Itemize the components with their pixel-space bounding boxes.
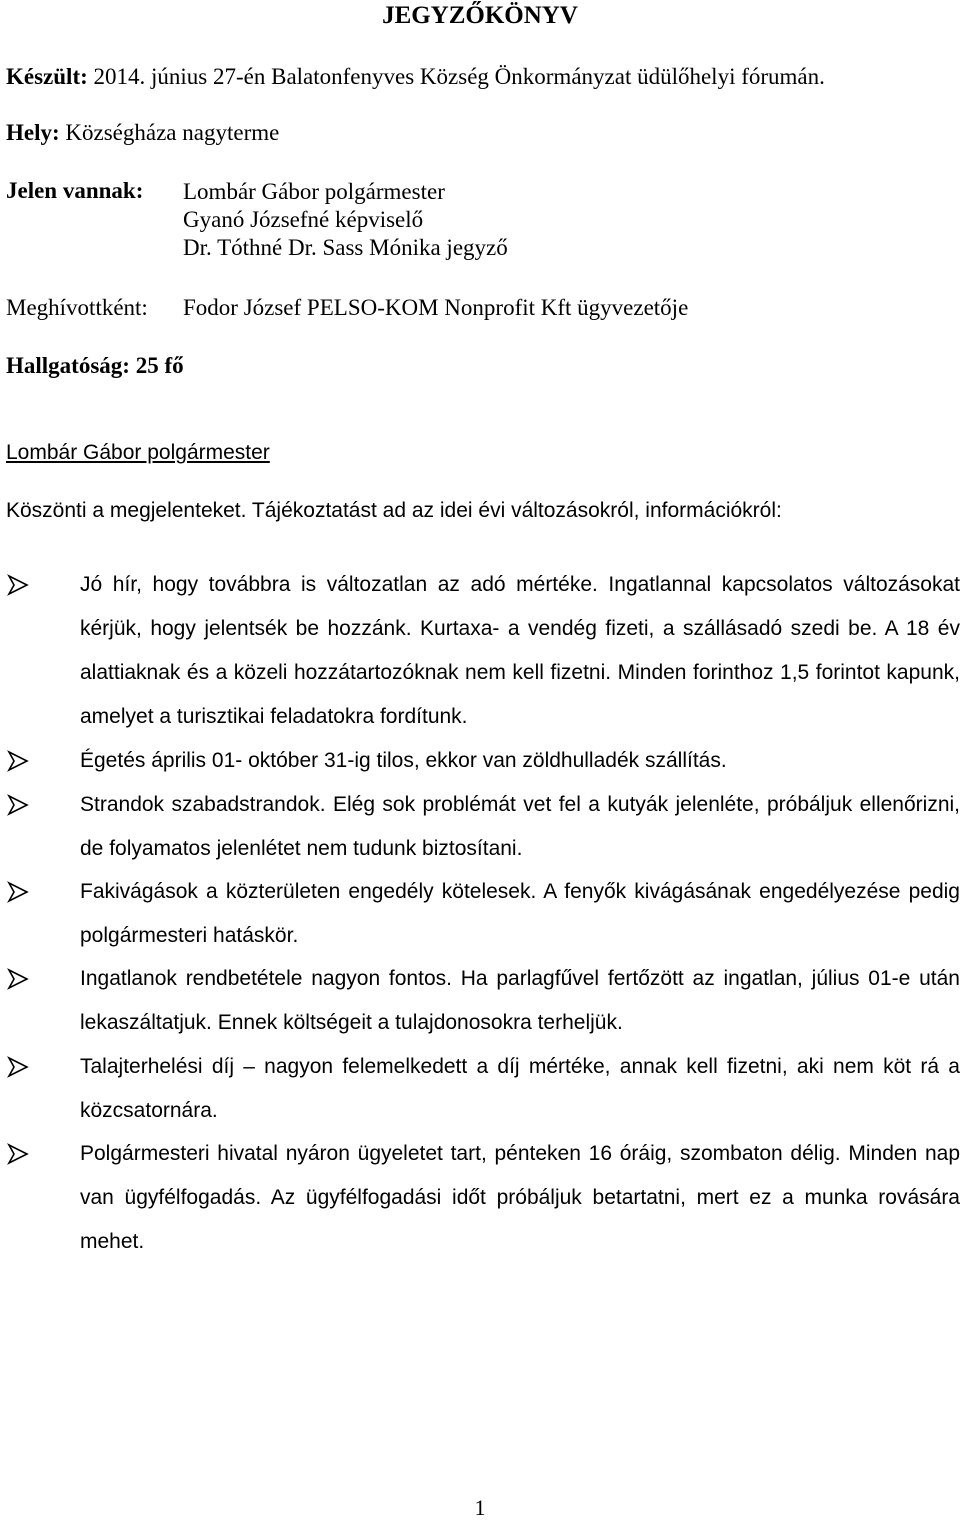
place-row <box>6 120 279 146</box>
present-person: Gyanó Józsefné képviselő <box>183 207 424 232</box>
list-item: Strandok szabadstrandok. Elég sok problémát vet fel a kutyák jelenléte, próbáljuk ellenőrizni, de folyamatos jelenlétet nem tudunk biztosítani. <box>80 793 960 860</box>
list-item: Égetés április 01- október 31-ig tilos, ekkor van zöldhulladék szállítás. <box>80 749 727 772</box>
page-number: 1 <box>474 1495 486 1520</box>
made-row <box>6 64 825 90</box>
document-title: JEGYZŐKÖNYV <box>382 2 578 29</box>
list-item: Talajterhelési díj – nagyon felemelkedett a díj mértéke, annak kell fizetni, aki nem köt rá a közcsatornára. <box>80 1055 960 1122</box>
place-value: Községháza nagyterme <box>65 120 280 145</box>
invited-label: Meghívottként: <box>6 295 148 320</box>
invited-value: Fodor József PELSO-KOM Nonprofit Kft ügyvezetője <box>183 295 689 320</box>
made-value: 2014. június 27-én Balatonfenyves Község Önkormányzat üdülőhelyi fórumán. <box>93 64 825 89</box>
arrow-bullet-icon <box>7 574 29 596</box>
arrow-bullet-icon <box>7 1056 29 1078</box>
arrow-bullet-icon <box>7 750 29 772</box>
arrow-bullet-icon <box>7 1143 29 1165</box>
intro-text: Köszönti a megjelenteket. Tájékoztatást ad az idei évi változásokról, információkról: <box>6 499 782 522</box>
speaker-heading: Lombár Gábor polgármester <box>6 441 270 464</box>
present-list <box>183 178 508 262</box>
arrow-bullet-icon <box>7 794 29 816</box>
place-label: Hely: <box>6 120 60 145</box>
present-label: Jelen vannak: <box>6 178 144 203</box>
audience: Hallgatóság: 25 fő <box>6 353 184 378</box>
present-person: Lombár Gábor polgármester <box>183 179 445 204</box>
present-person: Dr. Tóthné Dr. Sass Mónika jegyző <box>183 235 508 260</box>
arrow-bullet-icon <box>7 968 29 990</box>
made-label: Készült: <box>6 64 88 89</box>
list-item: Fakivágások a közterületen engedély kötelesek. A fenyők kivágásának engedélyezése pedig polgármesteri hatáskör. <box>80 880 960 947</box>
list-item: Polgármesteri hivatal nyáron ügyeletet tart, pénteken 16 óráig, szombaton délig. Minden nap van ügyfélfogadás. Az ügyfélfogadási időt próbáljuk betartatni, mert ez a munka rovására mehet. <box>80 1142 960 1253</box>
list-item: Jó hír, hogy továbbra is változatlan az adó mértéke. Ingatlannal kapcsolatos változásokat kérjük, hogy jelentsék be hozzánk. Kurtaxa- a vendég fizeti, a szállásadó szedi be. A 18 év alattiaknak és a közeli hozzátartozóknak nem kell fizetni. Minden forinthoz 1,5 forintot kapunk, amelyet a turisztikai feladatokra fordítunk. <box>80 573 960 728</box>
list-item: Ingatlanok rendbetétele nagyon fontos. Ha parlagfűvel fertőzött az ingatlan, július 01-e után lekaszáltatjuk. Ennek költségeit a tulajdonosokra terheljük. <box>80 967 960 1034</box>
arrow-bullet-icon <box>7 881 29 903</box>
